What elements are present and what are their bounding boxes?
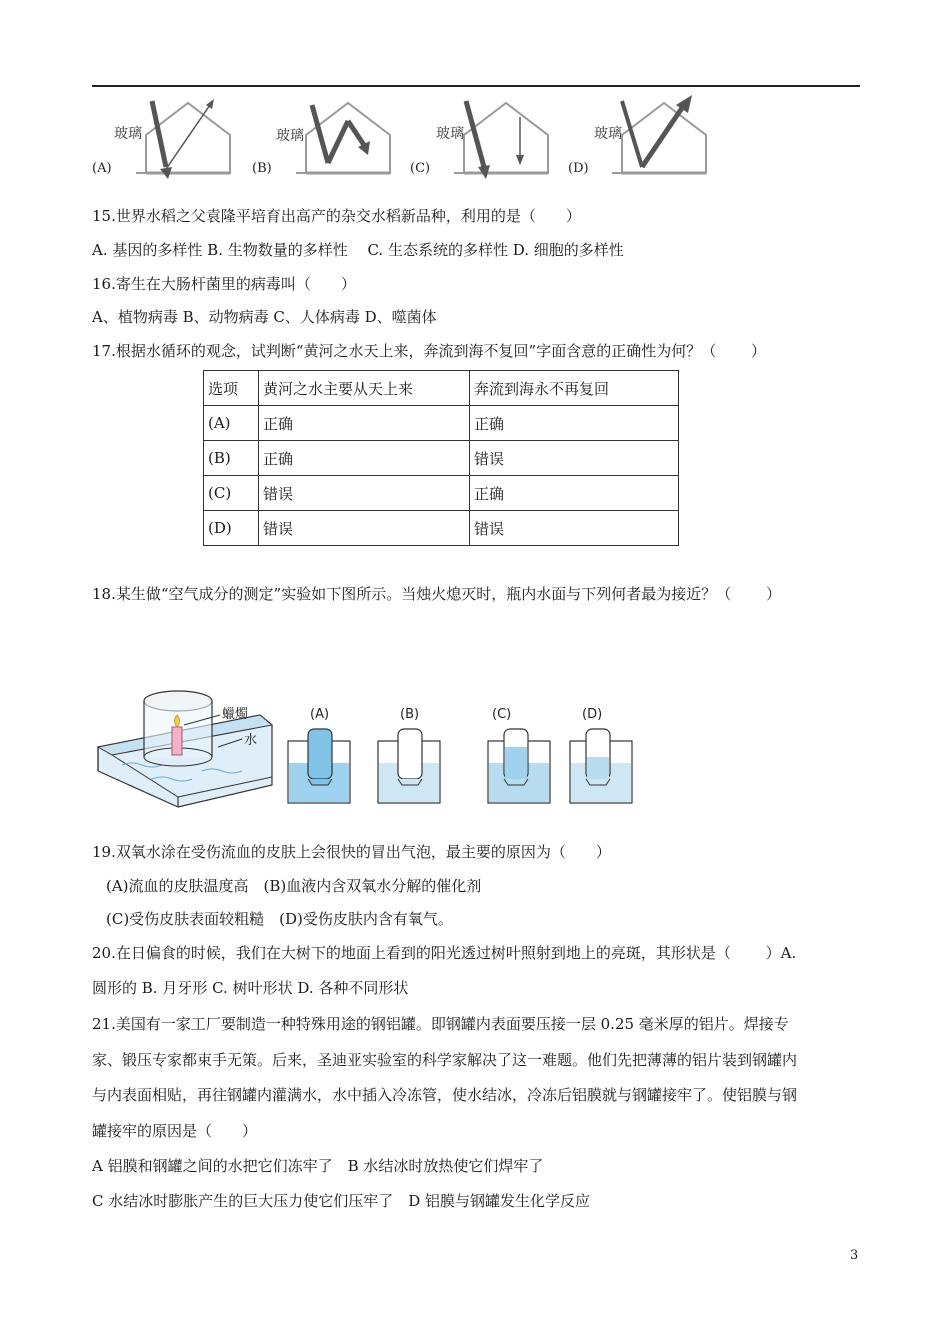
candle-jar-illustration	[92, 685, 652, 810]
table-row	[204, 441, 679, 476]
table-cell: (B)	[204, 441, 259, 476]
table-header-cell: 黄河之水主要从天上来	[259, 371, 470, 406]
beaker-option-d	[570, 729, 632, 803]
glass-label: 玻璃	[114, 126, 142, 142]
page-number: 3	[850, 1248, 859, 1263]
beaker-option-c	[488, 729, 550, 803]
table-cell: 正确	[470, 406, 679, 441]
table-cell: (D)	[204, 511, 259, 546]
table-cell: 错误	[470, 441, 679, 476]
q16-options: A、植物病毒 B、动物病毒 C、人体病毒 D、噬菌体	[92, 308, 437, 326]
glass-label: 玻璃	[276, 128, 304, 144]
q19-options-cd: (C)受伤皮肤表面较粗糙 (D)受伤皮肤内含有氧气。	[106, 910, 453, 928]
header-rule	[92, 85, 860, 87]
q18-stem: 18.某生做“空气成分的测定”实验如下图所示。当烛火熄灭时，瓶内水面与下列何者最为接近？（ ）	[92, 585, 781, 603]
table-cell: 错误	[259, 511, 470, 546]
q20-line-2: 圆形的 B. 月牙形 C. 树叶形状 D. 各种不同形状	[92, 979, 409, 997]
house-ray-diagram-d	[568, 95, 718, 185]
q21-line-1: 21.美国有一家工厂要制造一种特殊用途的钢铝罐。即钢罐内表面要压接一层 0.25 毫米厚的铝片。焊接专	[92, 1015, 789, 1033]
option-label: (C)	[410, 161, 431, 176]
table-row	[204, 406, 679, 441]
beaker-option-a	[288, 729, 350, 803]
table-cell: 错误	[259, 476, 470, 511]
q17-answer-table	[203, 370, 679, 546]
q21-options-cd: C 水结冰时膨胀产生的巨大压力使它们压牢了 D 铝膜与钢罐发生化学反应	[92, 1192, 591, 1210]
beaker-option-label: (A)	[310, 707, 330, 722]
table-cell: (A)	[204, 406, 259, 441]
option-label: (D)	[568, 161, 589, 176]
q17-stem: 17.根据水循环的观念，试判断“黄河之水天上来，奔流到海不复回”字面含意的正确性为何？（ ）	[92, 342, 766, 360]
table-header-row	[204, 371, 679, 406]
water-label: 水	[244, 733, 258, 748]
q15-options: A. 基因的多样性 B. 生物数量的多样性 C. 生态系统的多样性 D. 细胞的多样性	[92, 241, 624, 259]
q14-figure-row	[92, 95, 752, 185]
q14-figure-c	[410, 95, 560, 185]
q21-line-4: 罐接牢的原因是（ ）	[92, 1122, 258, 1140]
candle-label: 蠟燭	[222, 707, 249, 722]
option-label: (A)	[92, 161, 112, 176]
q15-stem: 15.世界水稻之父袁隆平培育出高产的杂交水稻新品种，利用的是（ ）	[92, 207, 581, 225]
table-header-cell: 奔流到海永不再复回	[470, 371, 679, 406]
table-cell: (C)	[204, 476, 259, 511]
q18-experiment-figure	[92, 685, 652, 810]
house-ray-diagram-c	[410, 95, 560, 185]
q19-options-ab: (A)流血的皮肤温度高 (B)血液内含双氧水分解的催化剂	[106, 877, 482, 895]
q14-figure-d	[568, 95, 718, 185]
table-cell: 正确	[259, 441, 470, 476]
q20-line-1: 20.在日偏食的时候，我们在大树下的地面上看到的阳光透过树叶照射到地上的亮斑，其形状是（ ）A.	[92, 944, 797, 962]
table-cell: 正确	[259, 406, 470, 441]
house-ray-diagram-b	[252, 95, 402, 185]
beaker-option-label: (B)	[400, 707, 420, 722]
beaker-option-label: (C)	[492, 707, 512, 722]
beaker-option-b	[378, 729, 440, 803]
table-row	[204, 476, 679, 511]
glass-label: 玻璃	[594, 126, 622, 142]
q14-figure-a	[92, 95, 242, 185]
table-cell: 正确	[470, 476, 679, 511]
q19-stem: 19.双氧水涂在受伤流血的皮肤上会很快的冒出气泡，最主要的原因为（ ）	[92, 843, 611, 861]
beaker-option-label: (D)	[582, 707, 603, 722]
q16-stem: 16.寄生在大肠杆菌里的病毒叫（ ）	[92, 275, 356, 293]
table-header-cell: 选项	[204, 371, 259, 406]
q21-line-2: 家、锻压专家都束手无策。后来，圣迪亚实验室的科学家解决了这一难题。他们先把薄薄的铝片装到钢罐内	[92, 1051, 798, 1069]
option-label: (B)	[252, 161, 272, 176]
glass-label: 玻璃	[436, 126, 464, 142]
q21-line-3: 与内表面相贴，再往钢罐内灌满水，水中插入冷冻管，使水结冰，冷冻后铝膜就与钢罐接牢了。使铝膜与钢	[92, 1086, 798, 1104]
table-cell: 错误	[470, 511, 679, 546]
table-row	[204, 511, 679, 546]
q21-options-ab: A 铝膜和钢罐之间的水把它们冻牢了 B 水结冰时放热使它们焊牢了	[92, 1157, 544, 1175]
q14-figure-b	[252, 95, 402, 185]
